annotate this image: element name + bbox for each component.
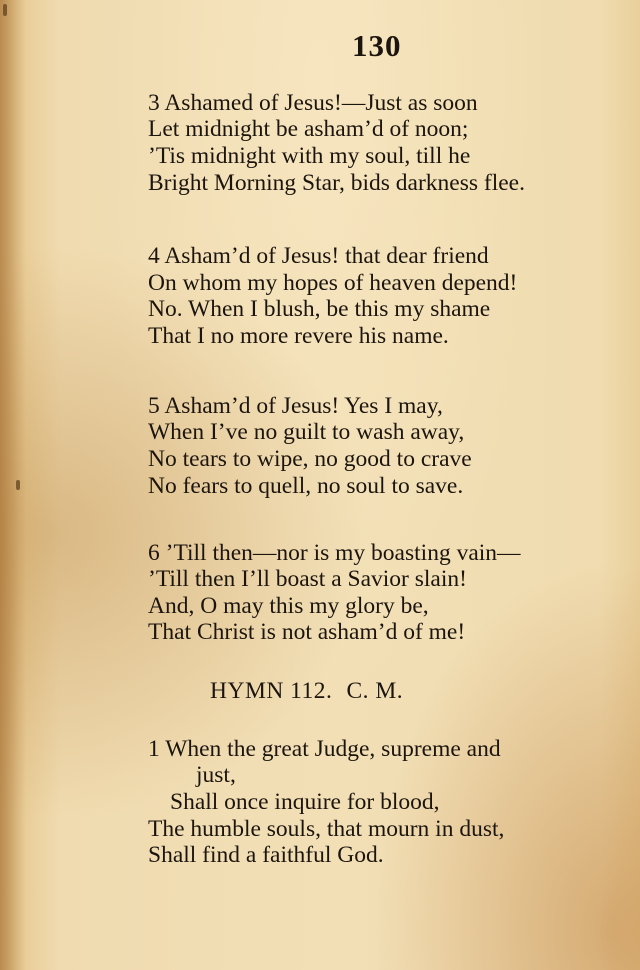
verse-line: No fears to quell, no soul to save. <box>148 473 464 499</box>
hymn-heading <box>210 678 417 705</box>
verse-line: No tears to wipe, no good to crave <box>148 446 472 472</box>
verse-line: 4 Asham’d of Jesus! that dear friend <box>148 243 489 269</box>
verse-line: On whom my hopes of heaven depend! <box>148 270 518 296</box>
page-number: 130 <box>352 28 402 63</box>
hymn-meter: C. M. <box>346 678 404 704</box>
verse-line: 5 Asham’d of Jesus! Yes I may, <box>148 393 443 419</box>
verse-line: That I no more revere his name. <box>148 323 449 349</box>
binding-mark <box>3 4 7 16</box>
verse-line: Shall find a faithful God. <box>148 842 384 868</box>
verse-line: Bright Morning Star, bids darkness flee. <box>148 170 525 196</box>
binding-mark <box>16 480 20 490</box>
hymn-number: HYMN 112. <box>210 678 333 704</box>
verse-line: The humble souls, that mourn in dust, <box>148 816 505 842</box>
verse-line: And, O may this my glory be, <box>148 593 429 619</box>
verse-line: No. When I blush, be this my shame <box>148 296 491 322</box>
verse-line: When I’ve no guilt to wash away, <box>148 419 465 445</box>
verse-line: That Christ is not asham’d of me! <box>148 619 466 645</box>
verse-line: 6 ’Till then—nor is my boasting vain— <box>148 540 521 566</box>
verse-line-continuation: just, <box>196 762 236 788</box>
verse-line: ’Tis midnight with my soul, till he <box>148 143 471 169</box>
verse-line: Let midnight be asham’d of noon; <box>148 116 469 142</box>
verse-line: 1 When the great Judge, supreme and <box>148 736 501 762</box>
verse-line: ’Till then I’ll boast a Savior slain! <box>148 566 467 592</box>
verse-line: Shall once inquire for blood, <box>170 789 440 815</box>
verse-line: 3 Ashamed of Jesus!—Just as soon <box>148 90 478 116</box>
